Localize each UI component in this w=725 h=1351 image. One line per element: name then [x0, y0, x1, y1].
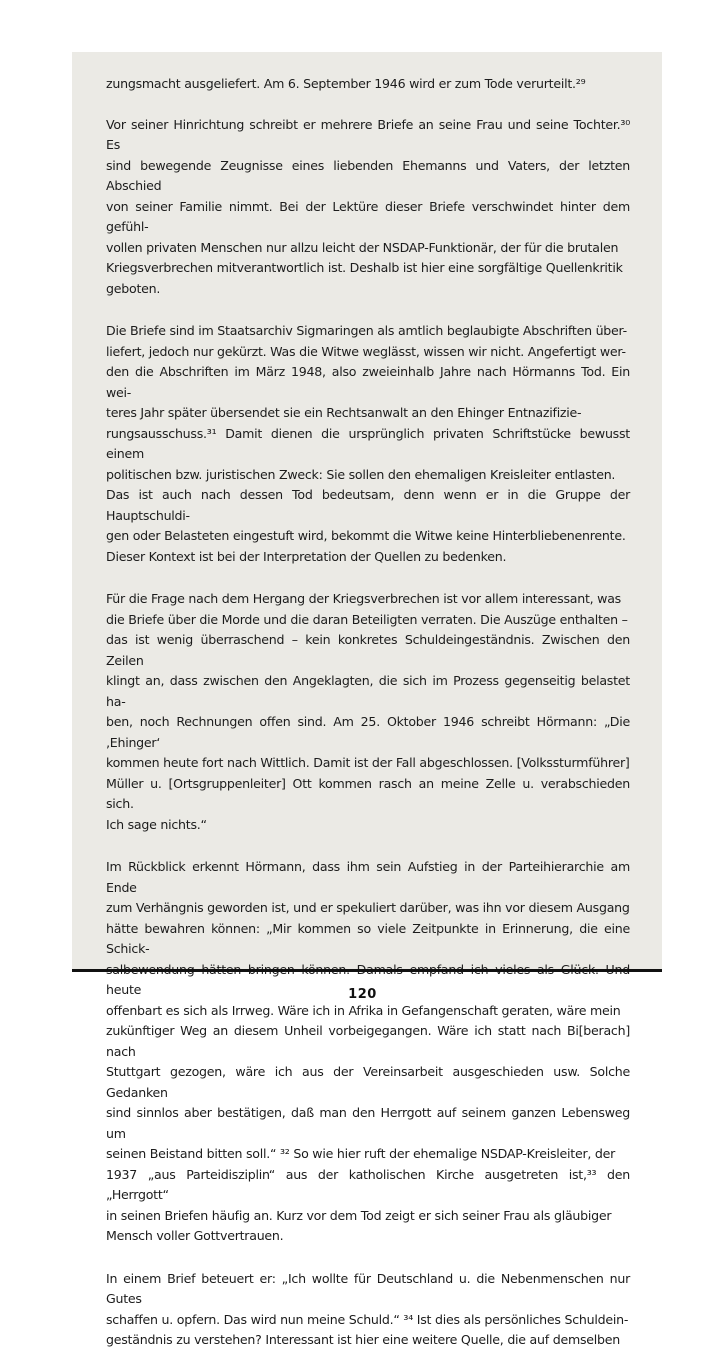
paragraph-2: Vor seiner Hinrichtung schreibt er mehrere Briefe an seine Frau und seine Tochter.³⁰ Es sind bewegende Zeugnisse eines liebenden Ehemanns und Vaters, der letzten Abschied von seiner Familie nimmt. Bei der Lektüre dieser Briefe verschwindet hinter dem gefühl- vollen privaten Menschen nur allzu leicht der NSDAP-Funktionär, der für die brutalen Kriegsverbrechen mitverantwortlich ist. Deshalb ist hier eine sorgfältige Quellenkritik geboten. — [106, 116, 630, 296]
page-number: 120 — [348, 987, 377, 1002]
paragraph-1: zungsmacht ausgeliefert. Am 6. September 1946 wird er zum Tode verurteilt.²⁹ — [106, 76, 586, 91]
paragraph-3: Die Briefe sind im Staatsarchiv Sigmaringen als amtlich beglaubigte Abschriften über- liefert, jedoch nur gekürzt. Was die Witwe weglässt, wissen wir nicht. Angefertigt wer- den die Abschriften im März 1948, also zweieinhalb Jahre nach Hörmanns Tod. Ein wei- teres Jahr später übersendet sie ein Rechtsanwalt an den Ehinger Entnazifizie- rungsausschuss.³¹ Damit dienen die ursprünglich privaten Schriftstücke bewusst einem politischen bzw. juristischen Zweck: Sie sollen den ehemaligen Kreisleiter entlasten. Das ist auch nach dessen Tod bedeutsam, denn wenn er in die Gruppe der Hauptschuldi- gen oder Belasteten eingestuft wird, bekommt die Witwe keine Hinterbliebenenrente. Dieser Kontext ist bei der Interpretation der Quellen zu bedenken. — [106, 323, 630, 564]
paragraph-5: Im Rückblick erkennt Hörmann, dass ihm sein Aufstieg in der Parteihierarchie am Ende zum Verhängnis geworden ist, und er spekuliert darüber, was ihn vor diesem Ausgang hätte bewahren können: „Mir kommen so viele Zeitpunkte in Erinnerung, die eine Schick- heute offenbart es sich als Irrweg. Wäre ich in Afrika in Gefangenschaft geraten, wäre mein zukünftiger Weg an diesem Unheil vorbeigegangen. Wäre ich statt nach Bi[berach] nach Stuttgart gezogen, wäre ich aus der Vereinsarbeit ausgeschieden usw. Solche Gedanken sind sinnlos aber bestätigen, daß man den Herrgott auf seinem ganzen Lebensweg um seinen Beistand bitten soll.“ ³² So wie hier ruft der ehemalige NSDAP-Kreisleiter, der 1937 „aus Parteidisziplin“ aus der katholischen Kirche ausgetreten ist,³³ den „Herrgott“ in seinen Briefen häufig an. Kurz vor dem Tod zeigt er sich seiner Frau als gläubiger Mensch voller Gottvertrauen. — [106, 859, 630, 1243]
paragraph-6: In einem Brief beteuert er: „Ich wollte für Deutschland u. die Nebenmenschen nur Gutes schaffen u. opfern. Das wird nun meine Schuld.“ ³⁴ Ist dies als persönliches Schuldein- geständnis zu verstehen? Interessant ist hier eine weitere Quelle, die auf demselben — [106, 1270, 630, 1347]
paragraph-4: Für die Frage nach dem Hergang der Kriegsverbrechen ist vor allem interessant, was die Briefe über die Morde und die daran Beteiligten verraten. Die Auszüge enthalten – das ist wenig überraschend – kein konkretes Schuldeingeständnis. Zwischen den Zeilen klingt an, dass zwischen den Angeklagten, die sich im Prozess gegenseitig belastet ha- ben, noch Rechnungen offen sind. Am 25. Oktober 1946 schreibt Hörmann: „Die ‚Ehinger‘ kommen heute fort nach Wittlich. Damit ist der Fall abgeschlossen. [Volkssturmführer] Müller u. [Ortsgruppenleiter] Ott kommen rasch an meine Zelle u. verabschieden sich. Ich sage nichts.“ — [106, 591, 630, 832]
footer-rule — [72, 969, 662, 972]
